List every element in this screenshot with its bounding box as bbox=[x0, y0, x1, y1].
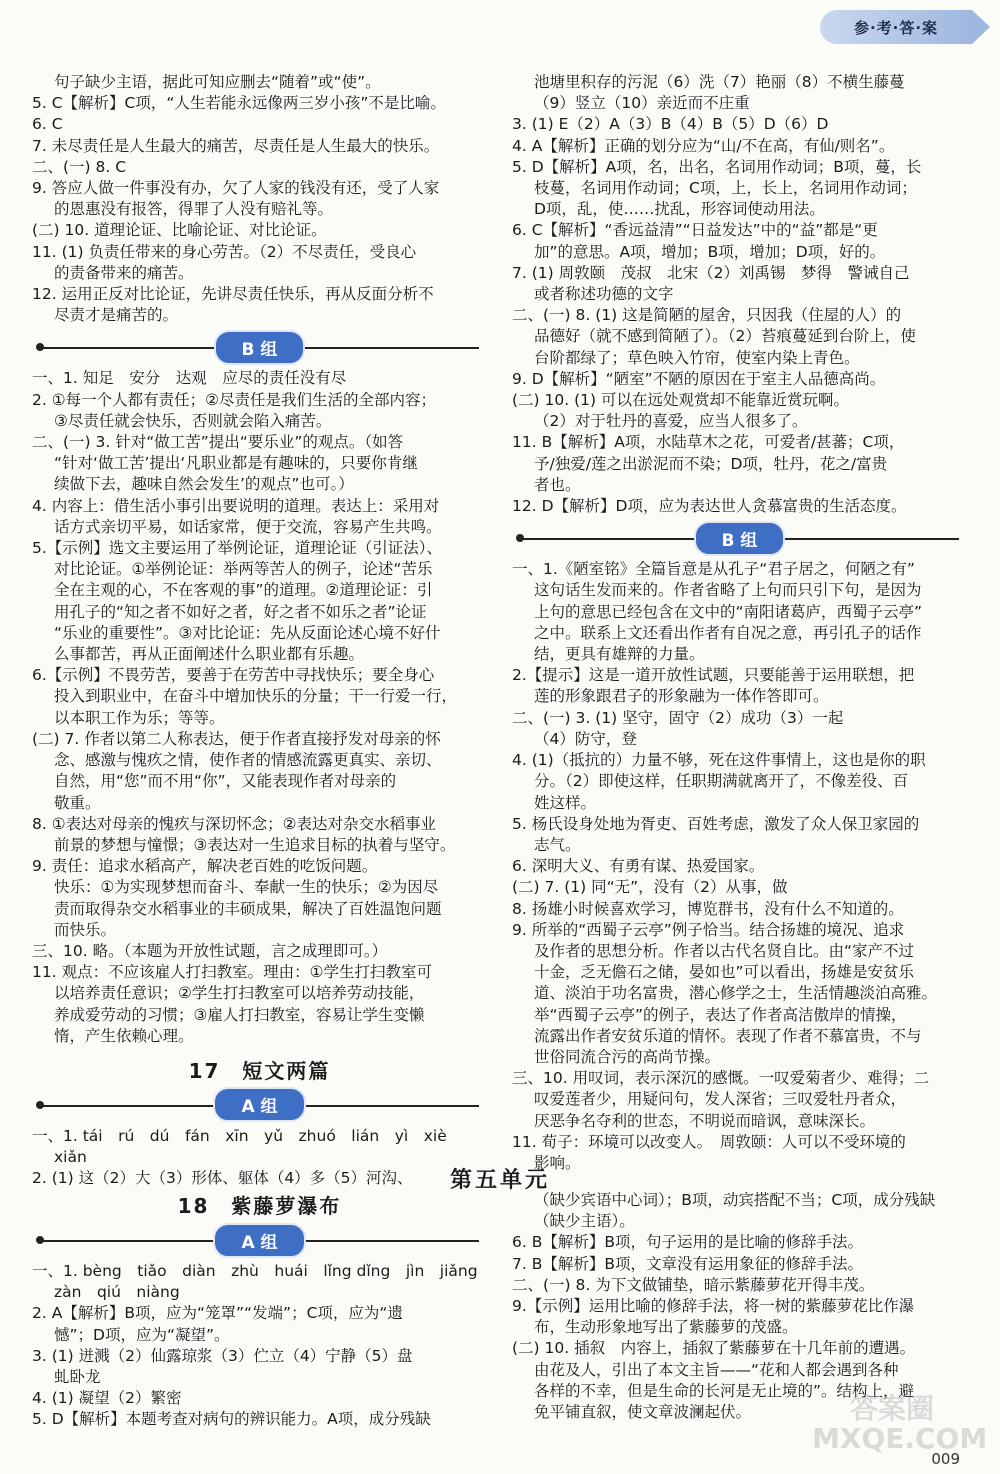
answer-line: (二) 10. 插叙 内容上，插叙了紫藤萝在十几年前的遭遇。 bbox=[512, 1339, 916, 1358]
answer-line: （2）对于牡丹的喜爱，应当人很多了。 bbox=[534, 412, 808, 431]
section-18-title: 18 紫藤萝瀑布 bbox=[177, 1194, 342, 1218]
answer-line: 6.【示例】不畏劳苦，要善于在劳苦中寻找快乐；要全身心 bbox=[32, 666, 435, 685]
answer-line: （缺少宾语中心词）；B项，动宾搭配不当；C项，成分残缺 bbox=[534, 1191, 936, 1209]
answer-line: 8. ①表达对母亲的愧疚与深切怀念；②表达对杂交水稻事业 bbox=[32, 814, 437, 833]
answer-line: 者也。 bbox=[534, 475, 581, 494]
answer-line: 8. 扬雄小时候喜欢学习，博览群书，没有什么不知道的。 bbox=[512, 899, 904, 918]
group-b-label: B 组 bbox=[214, 330, 306, 365]
answer-line: 这句话生发而来的。作者省略了上句而只引下句，是因为 bbox=[534, 581, 922, 600]
right-group-b-block bbox=[512, 559, 967, 1174]
unit-title: 第五单元 bbox=[449, 1168, 550, 1193]
answer-line: 养成爱劳动的习惯；③雇人打扫教室，容易让学生变懒 bbox=[54, 1005, 425, 1024]
answer-line: 4. A【解析】正确的划分应为“山/不在高，有仙/则名”。 bbox=[512, 136, 895, 155]
answer-line: 布，生动形象地写出了紫藤萝的茂盛。 bbox=[534, 1318, 798, 1337]
group-a-divider bbox=[32, 1225, 487, 1255]
answer-line: 二、(一) 8. 为下文做铺垫，暗示紫藤萝花开得丰茂。 bbox=[512, 1275, 875, 1294]
answer-line: 念、感激与愧疚之情，使作者的情感流露更真实、亲切、 bbox=[54, 751, 442, 770]
group-b-divider bbox=[512, 523, 967, 553]
answer-line: 5. C【解析】C项，“人生若能永远像两三岁小孩”不是比喻。 bbox=[32, 94, 446, 113]
answer-line: 的责备带来的痛苦。 bbox=[54, 263, 194, 282]
answer-line: 自然，用“您”而不用“你”，又能表现作者对母亲的 bbox=[54, 772, 397, 791]
answer-line: 前景的梦想与憧憬；③表达对一生追求目标的执着与坚守。 bbox=[54, 835, 456, 854]
answer-line: 9.【示例】运用比喻的修辞手法，将一树的紫藤萝花比作瀑 bbox=[512, 1297, 915, 1316]
answer-line: 5. D【解析】本题考查对病句的辨识能力。A项，成分残缺 bbox=[32, 1410, 431, 1429]
answer-line: 志气。 bbox=[534, 835, 581, 854]
answer-line: 各样的不幸，但是生命的长河是无止境的”。结构上，避 bbox=[534, 1381, 915, 1400]
answer-key-header bbox=[820, 10, 972, 44]
left-top-block bbox=[32, 72, 487, 326]
answer-line: 句子缺少主语，据此可知应删去“随着”或“使”。 bbox=[54, 73, 381, 91]
answer-line: 姓这样。 bbox=[534, 793, 597, 812]
answer-line: 十金，乏无儋石之储，晏如也”可以看出，扬雄是安贫乐 bbox=[534, 963, 915, 982]
answer-line: 道、淡泊于功名富贵，潜心修学之士，生活情趣淡泊高雅。 bbox=[534, 984, 938, 1003]
answer-line: 6. 深明大义、有勇有谋、热爱国家。 bbox=[512, 857, 765, 876]
answer-line: 厌恶争名夺利的世态，不明说而暗讽，意味深长。 bbox=[534, 1111, 876, 1130]
answer-line: 3. (1) E（2）A（3）B（4）B（5）D（6）D bbox=[512, 115, 829, 134]
answer-line: 池塘里积存的污泥（6）洗（7）艳丽（8）不横生藤蔓 bbox=[534, 73, 905, 91]
answer-line: 2.【提示】这是一道开放性试题，只要能善于运用联想，把 bbox=[512, 666, 915, 685]
answer-line: 三、10. 略。（本题为开放性试题，言之成理即可。） bbox=[32, 941, 388, 960]
answer-line: 举“西蜀子云亭”的例子，表达了作者高洁傲岸的情操， bbox=[534, 1005, 907, 1024]
left-group-b-block bbox=[32, 368, 487, 1047]
answer-line: 么事都苦，再从正面阐述什么职业都有乐趣。 bbox=[54, 645, 365, 664]
answer-line: 分。（2）即使这样，任职期满就离开了，不像差役、百 bbox=[534, 772, 909, 791]
answer-line: 12. D【解析】D项，应为表达世人贪慕富贵的生活态度。 bbox=[512, 497, 907, 516]
answer-line: （4）防守，登 bbox=[534, 729, 637, 748]
answer-line: 结，更具有雄辩的力量。 bbox=[534, 645, 705, 664]
answer-line: （缺少主语）。 bbox=[534, 1212, 635, 1231]
answer-line: “乐业的重要性”。③对比论证：先从反面论述心境不好什 bbox=[54, 623, 441, 642]
watermark-logo: 答案圈 MXQE.COM bbox=[812, 1392, 988, 1455]
page-number: 009 bbox=[931, 1450, 960, 1468]
answer-line: ③尽责任就会快乐，否则就会陷入痛苦。 bbox=[54, 411, 332, 430]
answer-line: 6. B【解析】B项，句子运用的是比喻的修辞手法。 bbox=[512, 1233, 863, 1252]
answer-line: 憾”；D项，应为“凝望”。 bbox=[54, 1325, 230, 1344]
answer-line: 之中。联系上文还看出作者有自况之意，再引孔子的话作 bbox=[534, 623, 922, 642]
left-column bbox=[32, 72, 487, 1190]
answer-line: 叹爱莲者少，用疑问句，发人深省；三叹爱牡丹者众， bbox=[534, 1090, 907, 1109]
answer-line: 2. A【解析】B项，应为“笼罩”“发端”；C项，应为“遗 bbox=[32, 1304, 403, 1323]
answer-line: 5. D【解析】A项，名，出名，名词用作动词；B项，蔓，长 bbox=[512, 157, 922, 176]
answer-line: 惰，产生依赖心理。 bbox=[54, 1026, 194, 1045]
answer-line: 11. B【解析】A项，水陆草木之花，可爱者/甚蕃；C项， bbox=[512, 433, 905, 452]
answer-line: 对比论证。①举例论证：举两等苦人的例子，论述“苦乐 bbox=[54, 560, 433, 579]
answer-line: 7. 未尽责任是人生最大的痛苦，尽责任是人生最大的快乐。 bbox=[32, 136, 440, 155]
answer-line: 一、1.《陋室铭》全篇旨意是从孔子“君子居之，何陋之有” bbox=[512, 560, 915, 579]
answer-line: 枝蔓，名词用作动词；C项，上，长上，名词用作动词； bbox=[534, 179, 917, 198]
answer-line: 3. (1) 迸溅（2）仙露琼浆（3）伫立（4）宁静（5）盘 bbox=[32, 1346, 413, 1365]
answer-line: 尽责才是痛苦的。 bbox=[54, 306, 179, 325]
answer-line: 话方式亲切平易，如话家常，便于交流，容易产生共鸣。 bbox=[54, 517, 442, 536]
answer-line: 4. 内容上：借生活小事引出要说明的道理。表达上：采用对 bbox=[32, 496, 440, 515]
answer-line: 流露出作者安贫乐道的情怀。表现了作者不慕富贵，不与 bbox=[534, 1026, 922, 1045]
answer-line: (二) 10. (1) 可以在远处观赏却不能靠近赏玩啊。 bbox=[512, 391, 849, 410]
answer-line: 9. 答应人做一件事没有办，欠了人家的钱没有还，受了人家 bbox=[32, 179, 440, 198]
answer-line: 5. 杨氏设身处地为胥吏、百姓考虑，激发了众人保卫家园的 bbox=[512, 814, 920, 833]
answer-line: 7. (1) 周敦颐 茂叔 北宋（2）刘禹锡 梦得 警诫自己 bbox=[512, 263, 910, 282]
answer-line: 全在主观的心，不在客观的事”的道理。②道理论证：引 bbox=[54, 581, 433, 600]
answer-line: 一、1. 知足 安分 达观 应尽的责任没有尽 bbox=[32, 369, 347, 388]
answer-line: zàn qiú niàng bbox=[54, 1283, 180, 1302]
answer-line: 二、(一) 8. C bbox=[32, 157, 127, 176]
answer-line: 三、10. 用叹词，表示深沉的感慨。一叹爱菊者少、难得；二 bbox=[512, 1069, 930, 1088]
answer-line: 的恩惠没有报答，得罪了人没有赔礼等。 bbox=[54, 200, 334, 219]
answer-line: 投入到职业中，在奋斗中增加快乐的分量；干一行爱一行， bbox=[54, 687, 458, 706]
answer-line: 责而取得杂交水稻事业的丰硕成果，解决了百姓温饱问题 bbox=[54, 899, 442, 918]
answer-line: 予/独爱/莲之出淤泥而不染；D项，牡丹，花之/富贵 bbox=[534, 454, 888, 473]
answer-line: 11. 荀子：环境可以改变人。 周敦颐：人可以不受环境的 bbox=[512, 1132, 906, 1151]
answer-line: 2. ①每一个人都有责任；②尽责任是我们生活的全部内容； bbox=[32, 390, 437, 409]
answer-line: xiǎn bbox=[54, 1148, 87, 1167]
answer-line: 免平铺直叙，使文章波澜起伏。 bbox=[534, 1403, 752, 1422]
answer-line: 或者称述功德的文字 bbox=[534, 285, 674, 304]
answer-line: 虬卧龙 bbox=[54, 1368, 101, 1387]
answer-line: 4. (1) 凝望（2）繁密 bbox=[32, 1389, 182, 1408]
answer-line: 9. 责任：追求水稻高产，解决老百姓的吃饭问题。 bbox=[32, 857, 378, 876]
group-a-label: A 组 bbox=[213, 1087, 305, 1122]
answer-line: 以培养责任意识；②学生打扫教室可以培养劳动技能， bbox=[54, 984, 425, 1003]
group-b-label: B 组 bbox=[694, 521, 786, 556]
answer-line: 二、(一) 3. 针对“做工苦”提出“要乐业”的观点。（如答 bbox=[32, 433, 404, 452]
right-top-block bbox=[512, 72, 967, 517]
group-a-label: A 组 bbox=[213, 1223, 305, 1258]
answer-line: 及作者的思想分析。作者以古代名贤自比。由“家产不过 bbox=[534, 941, 915, 960]
answer-line: 加”的意思。A项，增加；B项，增加；D项，好的。 bbox=[534, 242, 886, 261]
answer-line: 世俗同流合污的高尚节操。 bbox=[534, 1047, 721, 1066]
answer-line: “针对‘做工苦’提出‘凡职业都是有趣味的，只要你肯继 bbox=[54, 454, 418, 473]
answer-line: 快乐：①为实现梦想而奋斗、奉献一生的快乐；②为因尽 bbox=[54, 878, 439, 897]
section-18-column bbox=[32, 1190, 487, 1431]
answer-line: 6. C bbox=[32, 115, 63, 134]
answer-line: 二、(一) 8. (1) 这是简陋的屋舍，只因我（住屋的人）的 bbox=[512, 306, 902, 325]
header-label: 参·考·答·案 bbox=[853, 18, 939, 37]
answer-line: 9. 所举的“西蜀子云亭”例子恰当。结合扬雄的境况、追求 bbox=[512, 920, 905, 939]
group-b-divider bbox=[32, 332, 487, 362]
right-column bbox=[512, 72, 967, 1174]
answer-line: 一、1. tái rú dú fán xīn yǔ zhuó lián yì xiè bbox=[32, 1126, 447, 1145]
answer-line: 台阶都绿了；草色映入竹帘，使室内染上青色。 bbox=[534, 348, 860, 367]
answer-line: 上句的意思已经包含在文中的“南阳诸葛庐，西蜀子云亭” bbox=[534, 602, 923, 621]
answer-line: 二、(一) 3. (1) 坚守，固守（2）成功（3）一起 bbox=[512, 708, 844, 727]
answer-line: 9. D【解析】“陋室”不陋的原因在于室主人品德高尚。 bbox=[512, 369, 886, 388]
answer-line: 7. B【解析】B项，文章没有运用象征的修辞手法。 bbox=[512, 1254, 863, 1273]
answer-line: (二) 10. 道理论证、比喻论证、对比论证。 bbox=[32, 221, 327, 240]
answer-line: 影响。 bbox=[534, 1153, 581, 1172]
answer-line: D项，乱，使……扰乱，形容词使动用法。 bbox=[534, 200, 825, 219]
answer-line: 2. (1) 这（2）大（3）形体、躯体（4）多（5）河沟、 bbox=[32, 1169, 413, 1188]
answer-line: 一、1. bèng tiǎo diàn zhù huái lǐng dǐng jìn jiǎng bbox=[32, 1262, 478, 1280]
group-a-divider bbox=[32, 1090, 487, 1120]
header-arrow-icon bbox=[972, 10, 990, 44]
answer-line: 11. (1) 负责任带来的身心劳苦。（2）不尽责任，受良心 bbox=[32, 242, 417, 261]
answer-line: 以本职工作为乐；等等。 bbox=[54, 708, 225, 727]
answer-line: 品德好（就不感到简陋了）。（2）苔痕蔓延到台阶上，使 bbox=[534, 327, 916, 346]
right-bottom-column bbox=[512, 1190, 967, 1423]
answer-line: (二) 7. (1) 同“无”，没有（2）从事，做 bbox=[512, 878, 788, 897]
answer-line: 续做下去，趣味自然会发生’的观点”也可。） bbox=[54, 475, 354, 494]
answer-line: 6. C【解析】“香远益清”“日益发达”中的“益”都是“更 bbox=[512, 221, 878, 240]
answer-line: 用孔子的“知之者不如好之者，好之者不如乐之者”论证 bbox=[54, 602, 427, 621]
answer-line: 莲的形象跟君子的形象融为一体作答即可。 bbox=[534, 687, 829, 706]
answer-line: 由花及人，引出了本文主旨——“花和人都会遇到各种 bbox=[534, 1360, 899, 1379]
answer-line: 12. 运用正反对比论证，先讲尽责任快乐，再从反面分析不 bbox=[32, 285, 434, 304]
answer-line: 而快乐。 bbox=[54, 920, 117, 939]
section-17-title: 17 短文两篇 bbox=[188, 1058, 331, 1083]
answer-line: 4. (1)（抵抗的）力量不够，死在这件事情上，这也是你的职 bbox=[512, 751, 926, 770]
answer-line: 5.【示例】选文主要运用了举例论证，道理论证（引证法）、 bbox=[32, 539, 443, 558]
section-18-block bbox=[32, 1261, 487, 1431]
answer-line: (二) 7. 作者以第二人称表达，便于作者直接抒发对母亲的怀 bbox=[32, 729, 441, 748]
answer-line: 11. 观点：不应该雇人打扫教室。理由：①学生打扫教室可 bbox=[32, 963, 432, 982]
answer-line: （9）竖立（10）亲近而不庄重 bbox=[534, 94, 750, 113]
answer-line: 敬重。 bbox=[54, 793, 101, 812]
